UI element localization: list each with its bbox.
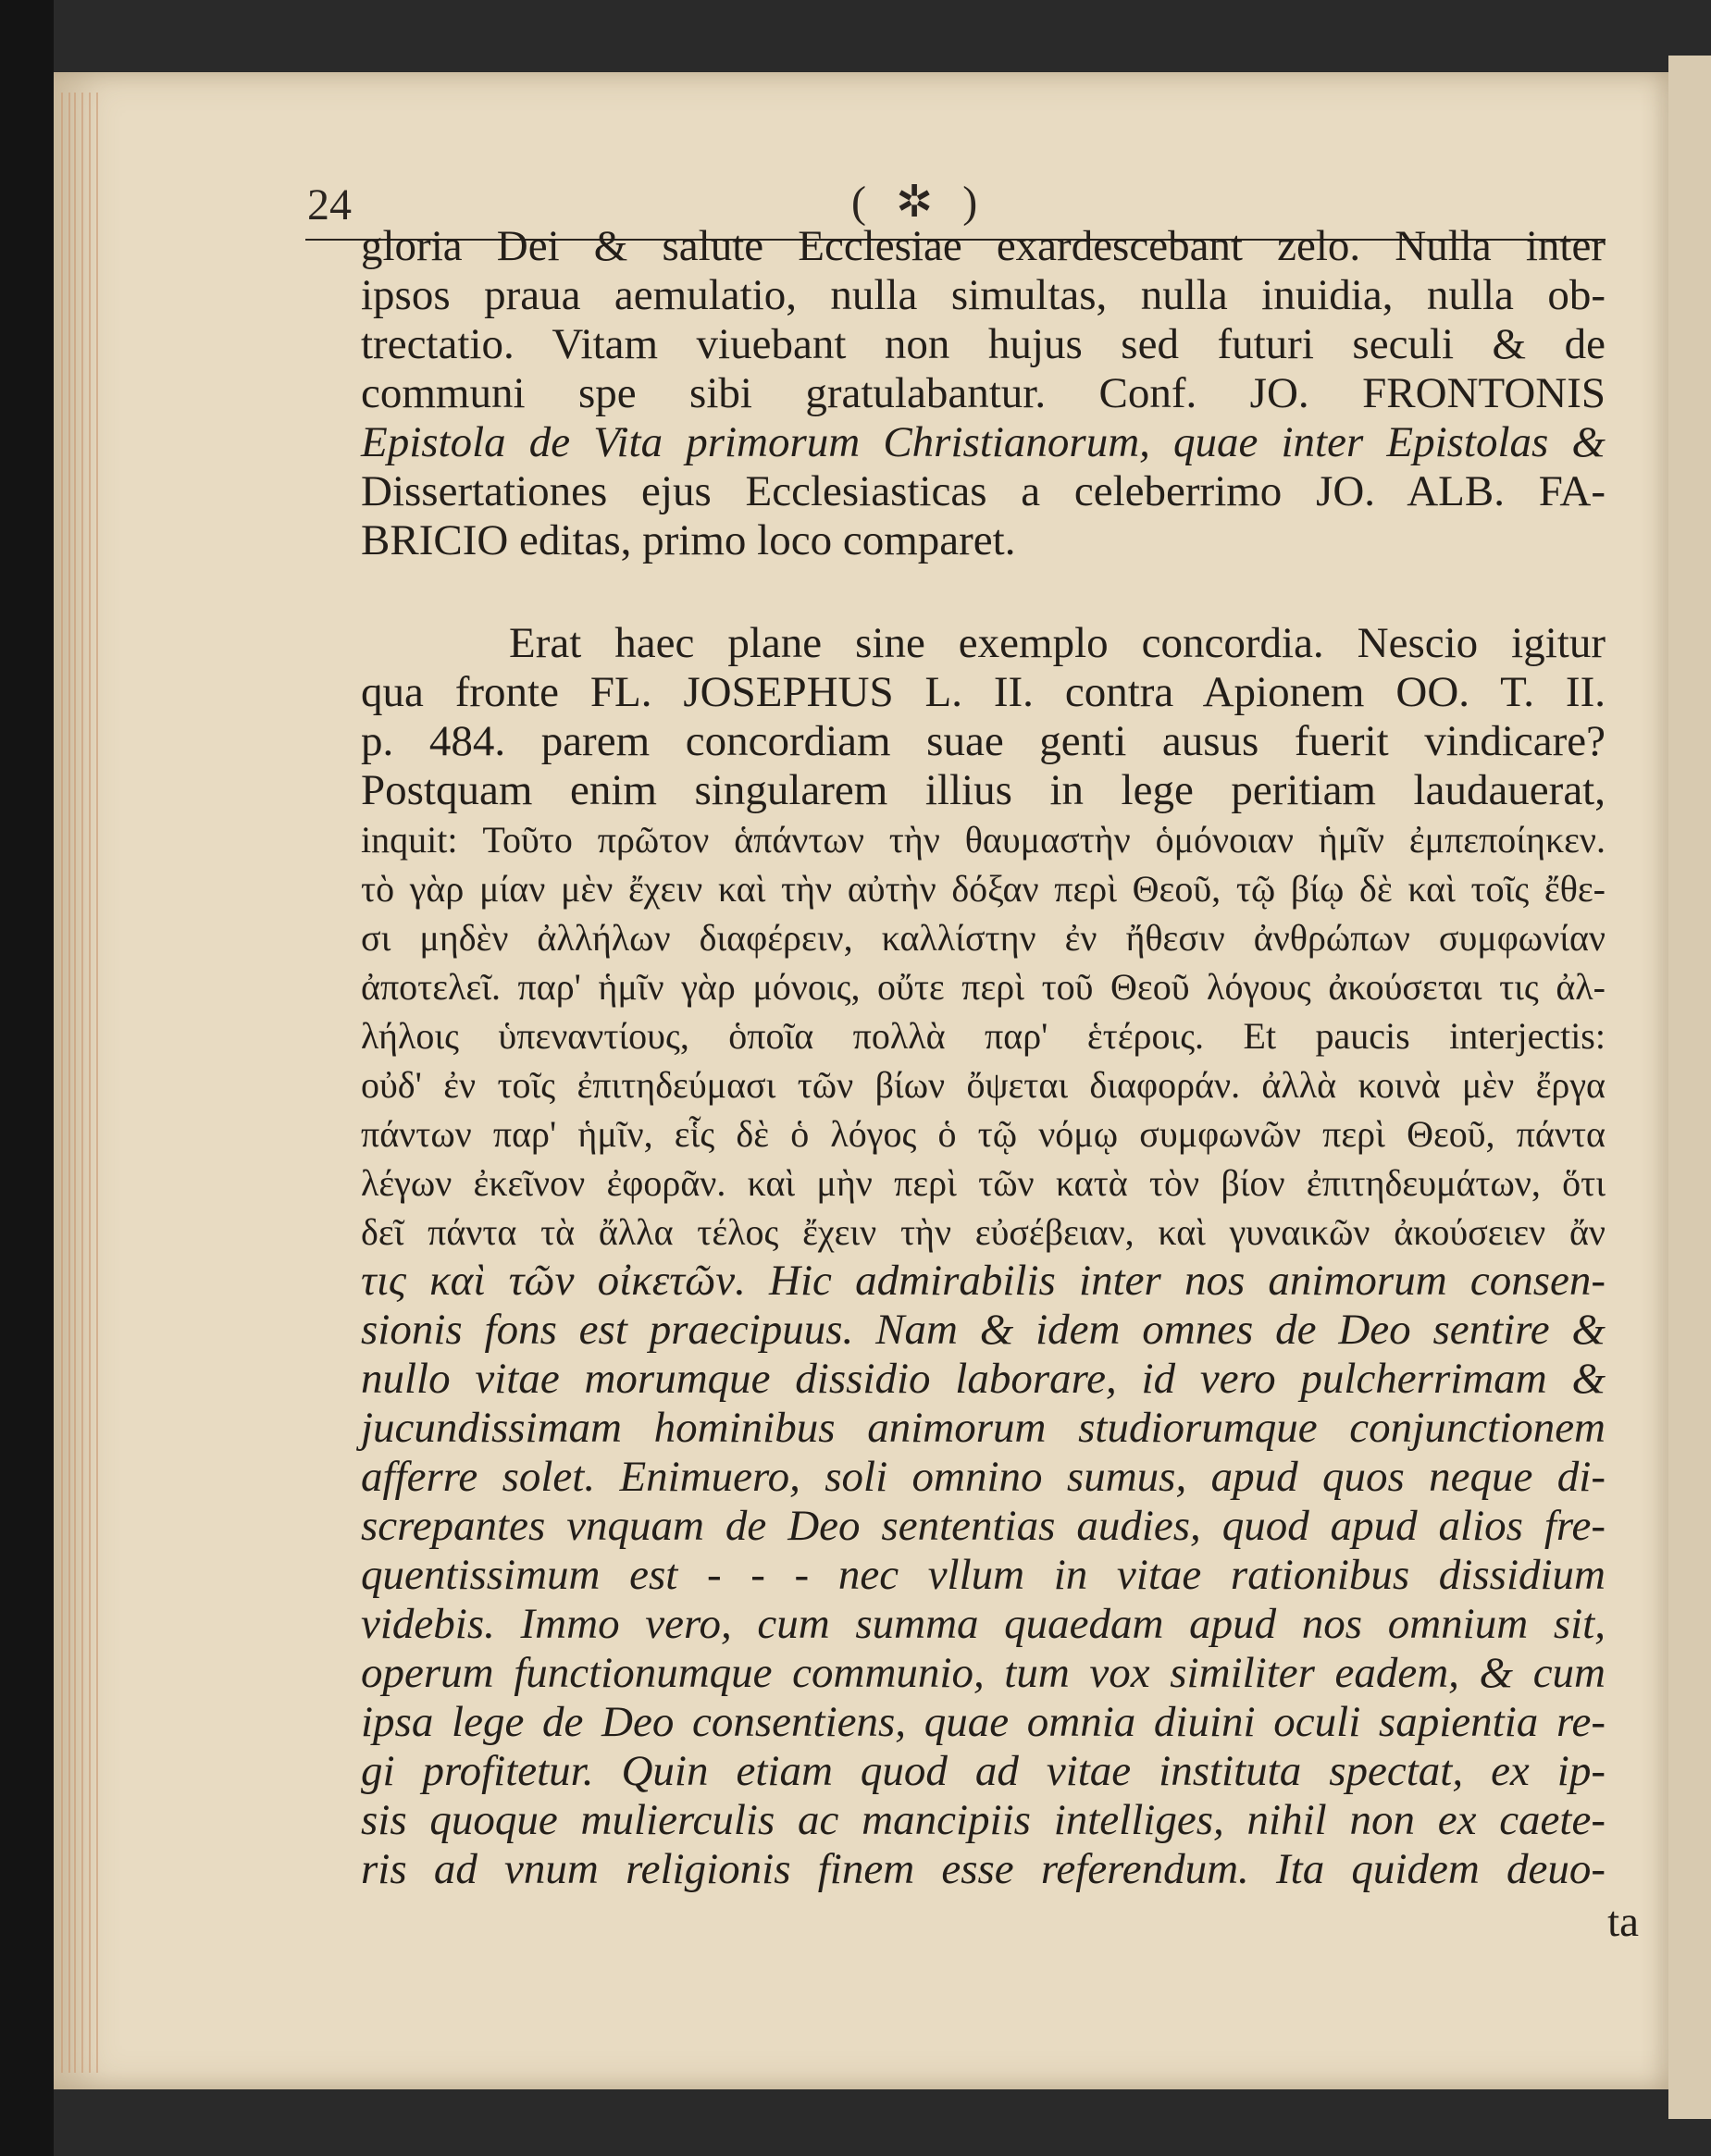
text-line: ipsos praua aemulatio, nulla simultas, nulla inuidia, nulla ob- xyxy=(361,271,1606,319)
text-line: sionis fons est praecipuus. Nam & idem omnes de Deo sentire & xyxy=(361,1306,1606,1354)
text-line: ipsa lege de Deo consentiens, quae omnia diuini oculi sapientia re- xyxy=(361,1698,1606,1746)
text-line: ἀποτελεῖ. παρ' ἡμῖν γὰρ μόνοις, οὔτε περὶ τοῦ Θεοῦ λόγους ἀκούσεται τις ἀλ- xyxy=(361,966,1606,1008)
text-line: λήλοις ὑπεναντίους, ὁποῖα πολλὰ παρ' ἑτέροις. Et paucis interjectis: xyxy=(361,1015,1606,1057)
text-line: τις καὶ τῶν οἰκετῶν. Hic admirabilis inter nos animorum consen- xyxy=(361,1257,1606,1305)
page-stack-edges xyxy=(54,93,118,2073)
catchword: ta xyxy=(1607,1898,1639,1946)
text-line: p. 484. parem concordiam suae genti ausus fuerit vindicare? xyxy=(361,717,1606,765)
text-line: λέγων ἐκεῖνον ἐφορᾶν. καὶ μὴν περὶ τῶν κατὰ τὸν βίον ἐπιτηδευμάτων, ὅτι xyxy=(361,1162,1606,1204)
text-line: Erat haec plane sine exemplo concordia. Nescio igitur xyxy=(509,619,1606,667)
page-number: 24 xyxy=(307,180,352,229)
text-line: communi spe sibi gratulabantur. Conf. JO. FRONTONIS xyxy=(361,369,1606,417)
text-line: quentissimum est - - - nec vllum in vitae rationibus dissidium xyxy=(361,1551,1606,1599)
text-line: οὐδ' ἐν τοῖς ἐπιτηδεύμασι τῶν βίων ὄψεται διαφοράν. ἀλλὰ κοινὰ μὲν ἔργα xyxy=(361,1064,1606,1106)
text-line: operum functionumque communio, tum vox similiter eadem, & cum xyxy=(361,1649,1606,1697)
text-line: Postquam enim singularem illius in lege peritiam laudauerat, xyxy=(361,766,1606,814)
text-line: σι μηδὲν ἀλλήλων διαφέρειν, καλλίστην ἐν ἤθεσιν ἀνθρώπων συμφωνίαν xyxy=(361,917,1606,959)
text-line: qua fronte FL. JOSEPHUS L. II. contra Apionem OO. T. II. xyxy=(361,668,1606,716)
text-line: Dissertationes ejus Ecclesiasticas a celeberrimo JO. ALB. FA- xyxy=(361,467,1606,515)
scan-border xyxy=(0,0,54,2156)
body-text xyxy=(361,222,1606,1894)
text-line: trectatio. Vitam viuebant non hujus sed futuri seculi & de xyxy=(361,320,1606,368)
text-line: δεῖ πάντα τὰ ἄλλα τέλος ἔχειν τὴν εὐσέβειαν, καὶ γυναικῶν ἀκούσειεν ἄν xyxy=(361,1211,1606,1253)
text-line: Epistola de Vita primorum Christianorum, quae inter Epistolas & xyxy=(361,418,1606,466)
text-line: πάντων παρ' ἡμῖν, εἷς δὲ ὁ λόγος ὁ τῷ νόμῳ συμφωνῶν περὶ Θεοῦ, πάντα xyxy=(361,1113,1606,1155)
text-line: jucundissimam hominibus animorum studiorumque conjunctionem xyxy=(361,1404,1606,1452)
text-line: sis quoque mulierculis ac mancipiis intelliges, nihil non ex caete- xyxy=(361,1796,1606,1844)
text-line: gloria Dei & salute Ecclesiae exardescebant zelo. Nulla inter xyxy=(361,222,1606,270)
text-line: ris ad vnum religionis finem esse referendum. Ita quidem deuo- xyxy=(361,1845,1606,1893)
text-line: τὸ γὰρ μίαν μὲν ἔχειν καὶ τὴν αὐτὴν δόξαν περὶ Θεοῦ, τῷ βίῳ δὲ καὶ τοῖς ἔθε- xyxy=(361,868,1606,910)
text-line: BRICIO editas, primo loco comparet. xyxy=(361,516,1016,564)
text-line: gi profitetur. Quin etiam quod ad vitae instituta spectat, ex ip- xyxy=(361,1747,1606,1795)
text-line: inquit: Τοῦτο πρῶτον ἁπάντων τὴν θαυμαστὴν ὁμόνοιαν ἡμῖν ἐμπεποίηκεν. xyxy=(361,819,1606,861)
text-line: afferre solet. Enimuero, soli omnino sumus, apud quos neque di- xyxy=(361,1453,1606,1501)
adjacent-page-edge xyxy=(1668,56,1711,2119)
header-mark: ( ✲ ) xyxy=(851,178,987,227)
text-line: screpantes vnquam de Deo sententias audies, quod apud alios fre- xyxy=(361,1502,1606,1550)
text-line: nullo vitae morumque dissidio laborare, id vero pulcherrimam & xyxy=(361,1355,1606,1403)
text-line: videbis. Immo vero, cum summa quaedam apud nos omnium sit, xyxy=(361,1600,1606,1648)
